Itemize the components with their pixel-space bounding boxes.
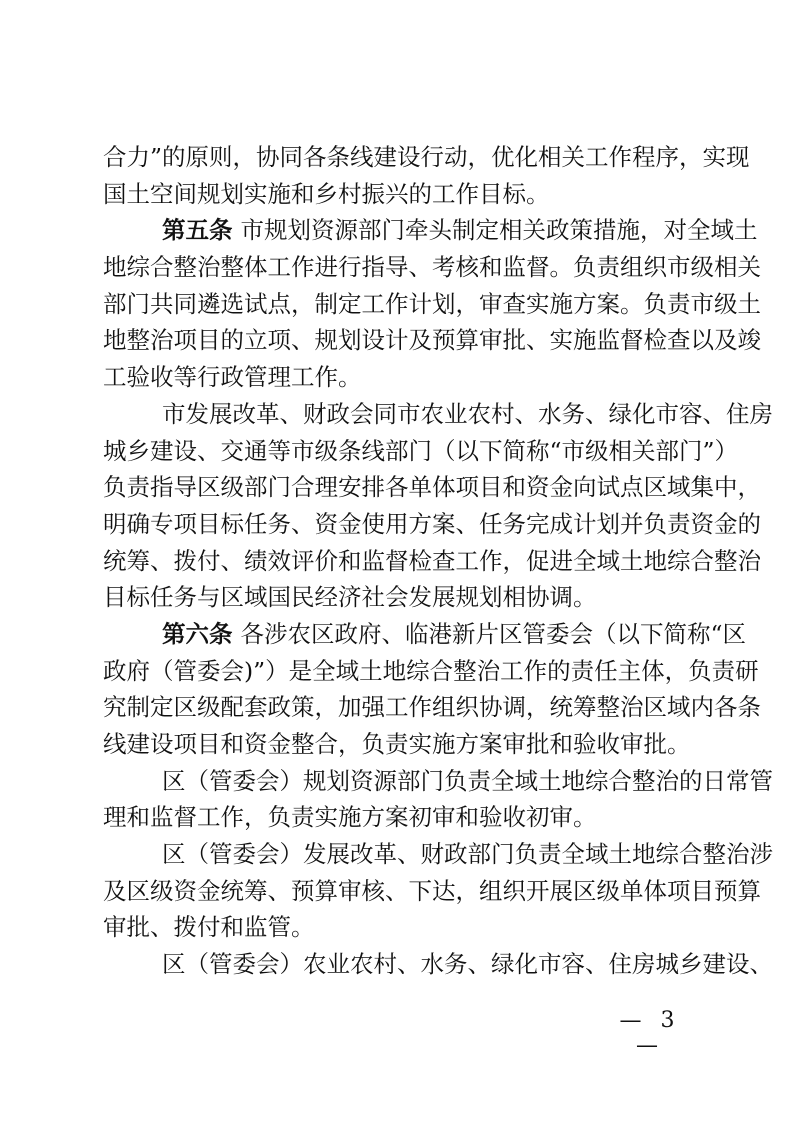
text-line: 区（管委会）规划资源部门负责全域土地综合整治的日常管 — [162, 766, 773, 795]
text-line: 明确专项目标任务、资金使用方案、任务完成计划并负责资金的 — [103, 509, 761, 538]
text-line: 究制定区级配套政策，加强工作组织协调，统筹整治区域内各条 — [103, 693, 761, 722]
text-line: 线建设项目和资金整合，负责实施方案审批和验收审批。 — [103, 730, 691, 758]
article-heading-6: 第六条 — [162, 619, 233, 648]
text-line: 工验收等行政管理工作。 — [103, 363, 362, 392]
text-line: 区（管委会）发展改革、财政部门负责全域土地综合整治涉 — [162, 840, 773, 869]
text-line: 城乡建设、交通等市级条线部门（以下简称“市级相关部门”） — [103, 436, 739, 465]
text-line: 地整治项目的立项、规划设计及预算审批、实施监督检查以及竣 — [103, 326, 761, 355]
document-page — [103, 139, 773, 983]
text-line: 统筹、拨付、绩效评价和监督检查工作，促进全域土地综合整治 — [103, 546, 761, 575]
text-line: 目标任务与区域国民经济社会发展规划相协调。 — [103, 583, 597, 612]
text-line: 合力”的原则，协同各条线建设行动，优化相关工作程序，实现 — [103, 143, 750, 171]
page-number: — 3 — — [619, 1008, 681, 1058]
text-line: 部门共同遴选试点，制定工作计划，审查实施方案。负责市级土 — [103, 289, 761, 318]
article-5-first-line — [103, 212, 758, 249]
text-line: 区（管委会）农业农村、水务、绿化市容、住房城乡建设、 — [162, 950, 773, 979]
text-line: 市发展改革、财政会同市农业农村、水务、绿化市容、住房 — [162, 399, 773, 428]
article-6-first-line — [103, 616, 747, 653]
text-line: 及区级资金统筹、预算审核、下达，组织开展区级单体项目预算 — [103, 876, 761, 905]
text-span: 各涉农区政府、临港新片区管委会（以下简称“区 — [240, 619, 747, 648]
text-line: 理和监督工作，负责实施方案初审和验收初审。 — [103, 803, 597, 832]
text-line: 国土空间规划实施和乡村振兴的工作目标。 — [103, 179, 550, 208]
text-line: 审批、拨付和监管。 — [103, 913, 315, 942]
text-span: 市规划资源部门牵头制定相关政策措施，对全域土 — [240, 216, 758, 245]
text-line: 地综合整治整体工作进行指导、考核和监督。负责组织市级相关 — [103, 253, 761, 282]
text-line: 政府（管委会)”）是全域土地综合整治工作的责任主体，负责研 — [103, 656, 759, 685]
text-line: 负责指导区级部门合理安排各单体项目和资金向试点区域集中， — [103, 473, 761, 502]
article-heading-5: 第五条 — [162, 216, 233, 245]
